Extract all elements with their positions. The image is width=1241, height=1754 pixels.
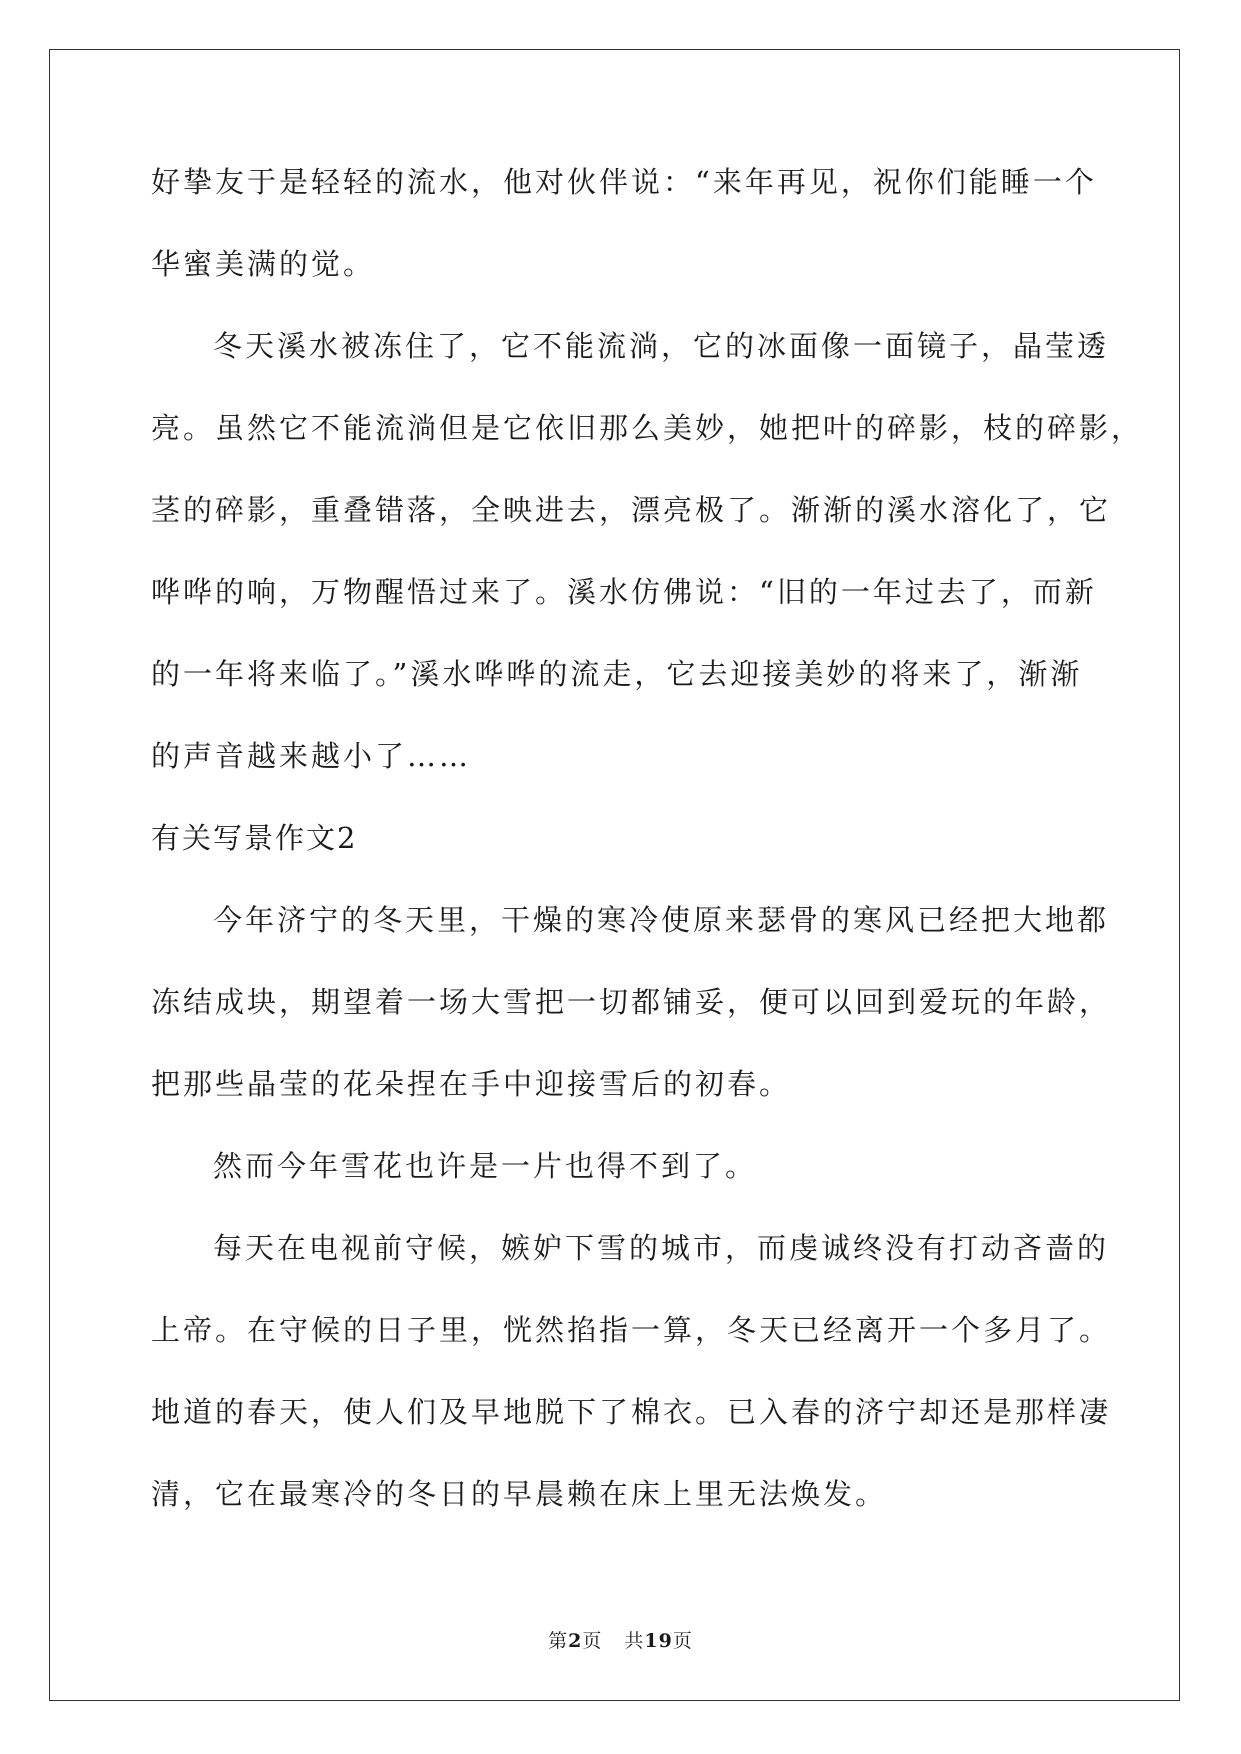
paragraph-line: 华蜜美满的觉。 [151,247,376,281]
paragraph-line: 的一年将来临了。”溪水哗哗的流走，它去迎接美妙的将来了，渐渐 [151,657,1083,691]
total-unit: 页 [672,1630,693,1652]
paragraph-line: 冬天溪水被冻住了，它不能流淌，它的冰面像一面镜子，晶莹透 [213,329,1110,363]
current-page-number: 2 [568,1630,583,1652]
paragraph-line: 哗哗的响，万物醒悟过来了。溪水仿佛说：“旧的一年过去了，而新 [151,575,1097,609]
paragraph-line: 把那些晶莹的花朵捏在手中迎接雪后的初春。 [151,1067,792,1101]
paragraph-line: 茎的碎影，重叠错落，全映进去，漂亮极了。渐渐的溪水溶化了，它 [151,493,1112,527]
total-prefix: 共 [624,1630,645,1652]
section-heading: 有关写景作文2 [151,821,358,855]
page-footer [0,1626,1241,1653]
paragraph-line: 地道的春天，使人们及早地脱下了棉衣。已入春的济宁却还是那样凄 [151,1395,1112,1429]
paragraph-line: 好挚友于是轻轻的流水，他对伙伴说：“来年再见，祝你们能睡一个 [151,165,1097,199]
paragraph-line: 今年济宁的冬天里，干燥的寒冷使原来瑟骨的寒风已经把大地都 [213,903,1110,937]
paragraph-line: 上帝。在守候的日子里，恍然掐指一算，冬天已经离开一个多月了。 [151,1313,1112,1347]
page-unit: 页 [582,1630,603,1652]
paragraph-line: 冻结成块，期望着一场大雪把一切都铺妥，便可以回到爱玩的年龄， [151,985,1112,1019]
paragraph-line: 亮。虽然它不能流淌但是它依旧那么美妙，她把叶的碎影，枝的碎影， [151,411,1144,445]
page-prefix: 第 [548,1630,569,1652]
paragraph-line: 清，它在最寒冷的冬日的早晨赖在床上里无法焕发。 [151,1477,888,1511]
paragraph-line: 每天在电视前守候，嫉妒下雪的城市，而虔诚终没有打动吝啬的 [213,1231,1110,1265]
paragraph-line: 的声音越来越小了…… [151,739,472,773]
paragraph-line: 然而今年雪花也许是一片也得不到了。 [213,1149,758,1183]
document-body [151,152,1144,1546]
total-page-count: 19 [644,1630,673,1652]
